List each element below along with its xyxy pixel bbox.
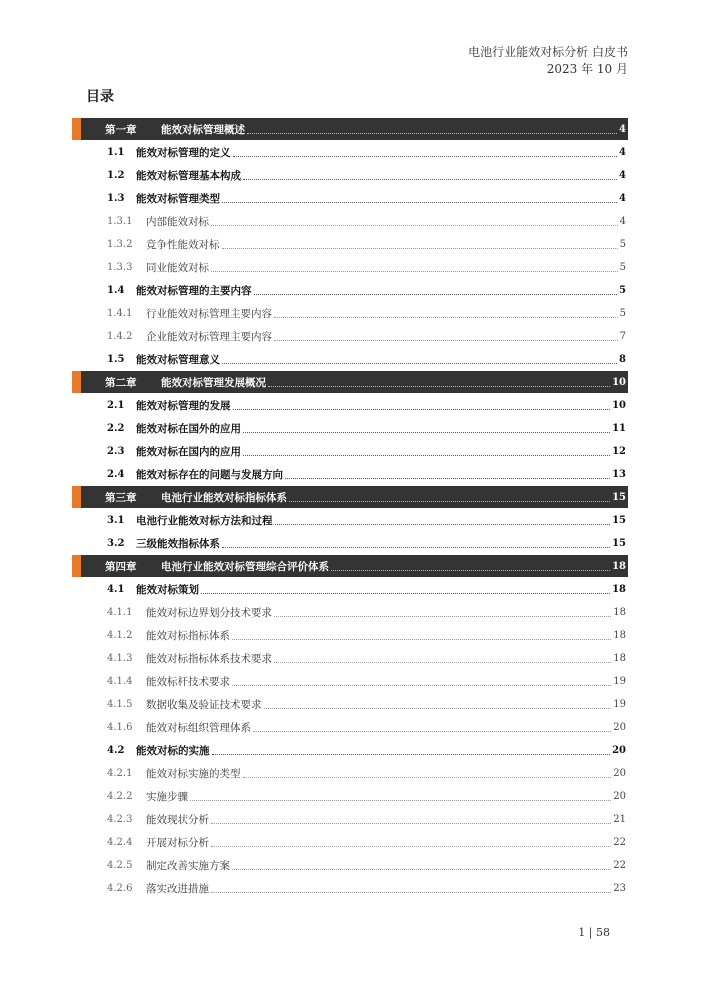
toc-entry-title[interactable]: 能效对标管理的主要内容 <box>136 285 252 297</box>
toc-entry-number: 1.1 <box>107 147 125 158</box>
toc-leader-dots <box>243 179 617 180</box>
toc-sub-row[interactable] <box>72 325 628 348</box>
toc-entry-number: 4.1 <box>107 584 125 595</box>
toc-entry-title[interactable]: 三级能效指标体系 <box>136 538 220 550</box>
toc-section-row[interactable] <box>72 463 628 486</box>
toc-entry-page[interactable]: 5 <box>619 262 626 273</box>
toc-entry-title[interactable]: 行业能效对标管理主要内容 <box>146 308 272 320</box>
toc-entry-page[interactable]: 22 <box>613 837 626 848</box>
toc-entry-page[interactable]: 20 <box>613 791 626 802</box>
toc-sub-row[interactable] <box>72 808 628 831</box>
toc-entry-page[interactable]: 8 <box>619 354 626 365</box>
toc-entry-title[interactable]: 实施步骤 <box>146 791 188 803</box>
toc-leader-dots <box>211 846 611 847</box>
toc-section-row[interactable] <box>72 532 628 555</box>
toc-section-row[interactable] <box>72 578 628 601</box>
toc-entry-page[interactable]: 20 <box>613 768 626 779</box>
chapter-accent-bar <box>72 555 81 577</box>
toc-entry-page[interactable]: 18 <box>613 653 626 664</box>
toc-entry-title[interactable]: 能效对标管理类型 <box>136 193 220 205</box>
toc-leader-dots <box>274 662 611 663</box>
toc-entry-title[interactable]: 竞争性能效对标 <box>146 239 220 251</box>
chapter-accent-bar <box>72 371 81 393</box>
toc-entry-title[interactable]: 制定改善实施方案 <box>146 860 230 872</box>
toc-section-row[interactable] <box>72 417 628 440</box>
toc-section-row[interactable] <box>72 739 628 762</box>
toc-entry-page[interactable]: 15 <box>612 538 626 549</box>
toc-entry-number: 1.5 <box>107 354 125 365</box>
toc-entry-number: 4.2.6 <box>107 883 133 894</box>
toc-entry-title[interactable]: 能效对标管理概述 <box>161 123 245 136</box>
toc-leader-dots <box>222 547 610 548</box>
toc-leader-dots <box>274 317 618 318</box>
toc-sub-row[interactable] <box>72 693 628 716</box>
toc-entry-page[interactable]: 18 <box>612 584 626 595</box>
toc-sub-row[interactable] <box>72 716 628 739</box>
toc-entry-title[interactable]: 能效对标管理的定义 <box>136 147 231 159</box>
toc-leader-dots <box>243 455 610 456</box>
toc-entry-number: 4.2.2 <box>107 791 133 802</box>
toc-sub-row[interactable] <box>72 877 628 900</box>
toc-section-row[interactable] <box>72 394 628 417</box>
toc-entry-page[interactable]: 19 <box>613 676 626 687</box>
toc-leader-dots <box>232 869 611 870</box>
toc-sub-row[interactable] <box>72 302 628 325</box>
toc-entry-number: 4.2.4 <box>107 837 133 848</box>
toc-sub-row[interactable] <box>72 670 628 693</box>
toc-sub-row[interactable] <box>72 762 628 785</box>
toc-leader-dots <box>222 202 617 203</box>
toc-sub-row[interactable] <box>72 601 628 624</box>
toc-entry-number: 4.2 <box>107 745 125 756</box>
toc-entry-page[interactable]: 4 <box>619 123 626 135</box>
toc-leader-dots <box>253 731 611 732</box>
toc-entry-page[interactable]: 15 <box>612 491 626 503</box>
toc-entry-page[interactable]: 13 <box>612 469 626 480</box>
toc-leader-dots <box>212 754 611 755</box>
table-of-contents <box>72 118 628 900</box>
chapter-accent-bar <box>72 118 81 140</box>
toc-entry-title[interactable]: 开展对标分析 <box>146 837 209 849</box>
toc-leader-dots <box>243 777 612 778</box>
toc-entry-number: 2.2 <box>107 423 125 434</box>
toc-entry-page[interactable]: 21 <box>613 814 626 825</box>
header-title: 电池行业能效对标分析 白皮书 <box>468 45 628 59</box>
document-header <box>468 44 628 78</box>
toc-entry-number: 3.2 <box>107 538 125 549</box>
toc-entry-page[interactable]: 7 <box>619 331 626 342</box>
toc-section-row[interactable] <box>72 440 628 463</box>
toc-chapter-row[interactable] <box>72 486 628 508</box>
toc-entry-title[interactable]: 能效对标管理发展概况 <box>161 376 266 389</box>
toc-sub-row[interactable] <box>72 624 628 647</box>
toc-entry-number: 4.1.4 <box>107 676 133 687</box>
toc-entry-number: 4.2.5 <box>107 860 133 871</box>
toc-entry-title[interactable]: 企业能效对标管理主要内容 <box>146 331 272 343</box>
toc-entry-title[interactable]: 能效对标的实施 <box>136 745 210 757</box>
toc-entry-number: 4.1.3 <box>107 653 133 664</box>
toc-entry-number: 1.3 <box>107 193 125 204</box>
toc-leader-dots <box>232 685 611 686</box>
toc-leader-dots <box>211 892 611 893</box>
toc-leader-dots <box>331 570 610 571</box>
toc-entry-number: 第三章 <box>105 491 137 504</box>
toc-entry-title[interactable]: 电池行业能效对标方法和过程 <box>136 515 273 527</box>
toc-entry-number: 1.3.1 <box>107 216 133 227</box>
toc-entry-number: 1.3.3 <box>107 262 133 273</box>
toc-entry-number: 2.4 <box>107 469 125 480</box>
toc-leader-dots <box>232 639 611 640</box>
toc-entry-page[interactable]: 12 <box>612 446 626 457</box>
toc-title: 目录 <box>86 89 114 105</box>
toc-entry-page[interactable]: 19 <box>613 699 626 710</box>
toc-entry-title[interactable]: 同业能效对标 <box>146 262 209 274</box>
toc-entry-title[interactable]: 能效对标管理的发展 <box>136 400 231 412</box>
toc-chapter-row[interactable] <box>72 555 628 577</box>
toc-entry-page[interactable]: 18 <box>613 607 626 618</box>
toc-leader-dots <box>211 271 618 272</box>
toc-leader-dots <box>254 294 618 295</box>
toc-leader-dots <box>222 363 617 364</box>
toc-entry-page[interactable]: 15 <box>612 515 626 526</box>
toc-entry-title[interactable]: 能效对标策划 <box>136 584 199 596</box>
toc-entry-number: 2.3 <box>107 446 125 457</box>
toc-sub-row[interactable] <box>72 831 628 854</box>
toc-sub-row[interactable] <box>72 854 628 877</box>
toc-leader-dots <box>211 225 618 226</box>
toc-entry-title[interactable]: 能效对标组织管理体系 <box>146 722 251 734</box>
toc-leader-dots <box>233 409 611 410</box>
header-date: 2023 年 10 月 <box>546 62 628 76</box>
toc-entry-title[interactable]: 落实改进措施 <box>146 883 209 895</box>
toc-entry-page[interactable]: 10 <box>612 400 626 411</box>
toc-leader-dots <box>201 593 610 594</box>
toc-chapter-row[interactable] <box>72 371 628 393</box>
toc-entry-number: 4.1.6 <box>107 722 133 733</box>
toc-entry-title[interactable]: 数据收集及验证技术要求 <box>146 699 262 711</box>
toc-entry-number: 第四章 <box>105 560 137 573</box>
toc-entry-number: 4.1.2 <box>107 630 133 641</box>
toc-leader-dots <box>274 616 611 617</box>
toc-entry-title[interactable]: 能效对标在国外的应用 <box>136 423 241 435</box>
toc-entry-number: 4.2.3 <box>107 814 133 825</box>
toc-entry-title[interactable]: 能效对标管理基本构成 <box>136 170 241 182</box>
toc-entry-title[interactable]: 能效对标存在的问题与发展方向 <box>136 469 283 481</box>
toc-leader-dots <box>222 248 618 249</box>
toc-entry-title[interactable]: 电池行业能效对标指标体系 <box>161 491 287 504</box>
toc-entry-page[interactable]: 18 <box>612 560 626 572</box>
toc-leader-dots <box>190 800 611 801</box>
toc-leader-dots <box>274 340 618 341</box>
toc-section-row[interactable] <box>72 279 628 302</box>
toc-leader-dots <box>243 432 610 433</box>
toc-entry-title[interactable]: 能效对标实施的类型 <box>146 768 241 780</box>
toc-entry-page[interactable]: 4 <box>619 170 626 181</box>
toc-entry-number: 4.2.1 <box>107 768 133 779</box>
toc-entry-page[interactable]: 4 <box>619 216 626 227</box>
toc-chapter-row[interactable] <box>72 118 628 140</box>
toc-entry-title[interactable]: 能效对标指标体系技术要求 <box>146 653 272 665</box>
toc-entry-number: 4.1.5 <box>107 699 133 710</box>
toc-sub-row[interactable] <box>72 210 628 233</box>
page-number: 1 | 58 <box>578 926 610 939</box>
toc-entry-title[interactable]: 能效现状分析 <box>146 814 209 826</box>
toc-leader-dots <box>211 823 611 824</box>
toc-entry-title[interactable]: 能效对标在国内的应用 <box>136 446 241 458</box>
toc-entry-page[interactable]: 4 <box>619 147 626 158</box>
toc-entry-page[interactable]: 11 <box>612 423 626 434</box>
toc-section-row[interactable] <box>72 164 628 187</box>
toc-sub-row[interactable] <box>72 785 628 808</box>
toc-entry-title[interactable]: 能效对标指标体系 <box>146 630 230 642</box>
toc-leader-dots <box>247 133 617 134</box>
toc-entry-page[interactable]: 23 <box>613 883 626 894</box>
toc-entry-number: 第一章 <box>105 123 137 136</box>
toc-entry-page[interactable]: 5 <box>619 308 626 319</box>
toc-entry-number: 3.1 <box>107 515 125 526</box>
toc-entry-page[interactable]: 4 <box>619 193 626 204</box>
toc-sub-row[interactable] <box>72 233 628 256</box>
toc-entry-number: 1.4 <box>107 285 125 296</box>
toc-entry-title[interactable]: 能效对标管理意义 <box>136 354 220 366</box>
toc-entry-title[interactable]: 能效对标边界划分技术要求 <box>146 607 272 619</box>
chapter-accent-bar <box>72 486 81 508</box>
toc-entry-page[interactable]: 5 <box>619 285 626 296</box>
toc-entry-number: 2.1 <box>107 400 125 411</box>
toc-entry-page[interactable]: 22 <box>613 860 626 871</box>
toc-leader-dots <box>264 708 612 709</box>
toc-section-row[interactable] <box>72 348 628 371</box>
toc-entry-title[interactable]: 内部能效对标 <box>146 216 209 228</box>
toc-entry-number: 第二章 <box>105 376 137 389</box>
toc-entry-title[interactable]: 电池行业能效对标管理综合评价体系 <box>161 560 329 573</box>
toc-leader-dots <box>285 478 610 479</box>
toc-leader-dots <box>268 386 610 387</box>
toc-entry-number: 1.4.1 <box>107 308 133 319</box>
toc-leader-dots <box>233 156 618 157</box>
toc-entry-number: 1.4.2 <box>107 331 133 342</box>
toc-entry-number: 1.3.2 <box>107 239 133 250</box>
toc-entry-page[interactable]: 10 <box>612 376 626 388</box>
toc-leader-dots <box>275 524 611 525</box>
toc-section-row[interactable] <box>72 509 628 532</box>
toc-section-row[interactable] <box>72 187 628 210</box>
toc-entry-title[interactable]: 能效标杆技术要求 <box>146 676 230 688</box>
toc-entry-page[interactable]: 20 <box>612 745 626 756</box>
toc-entry-number: 1.2 <box>107 170 125 181</box>
toc-entry-page[interactable]: 5 <box>619 239 626 250</box>
toc-entry-number: 4.1.1 <box>107 607 133 618</box>
toc-leader-dots <box>289 501 610 502</box>
toc-entry-page[interactable]: 20 <box>613 722 626 733</box>
toc-section-row[interactable] <box>72 141 628 164</box>
toc-sub-row[interactable] <box>72 256 628 279</box>
toc-sub-row[interactable] <box>72 647 628 670</box>
toc-entry-page[interactable]: 18 <box>613 630 626 641</box>
